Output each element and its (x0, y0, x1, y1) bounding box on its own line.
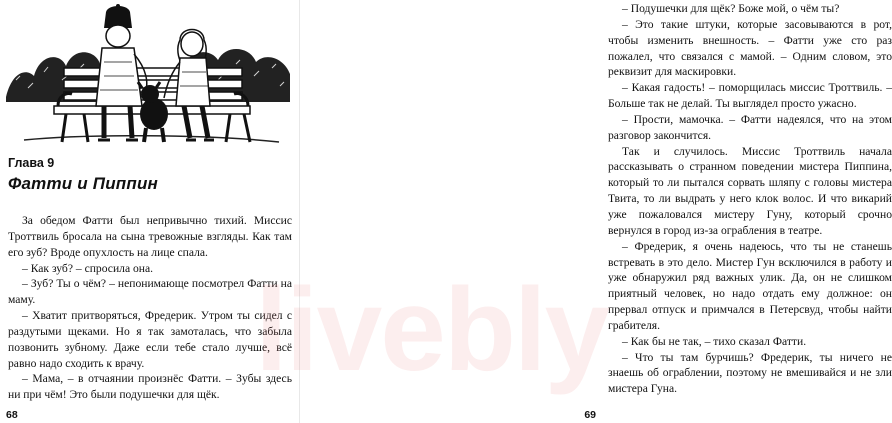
paragraph: – Зуб? Ты о чём? – непонимающе посмотрел Фатти на маму. (8, 277, 292, 307)
paragraph: – Прости, мамочка. – Фатти надеялся, что на этом разговор закончится. (608, 112, 892, 142)
paragraph: – Это такие штуки, которые засовываются в рот, чтобы изменить внешность. – Фатти уже сто раз пожалел, что связался с мамой. – Одним словом, это реквизит для маскировки. (608, 17, 892, 79)
right-page-text (608, 1, 892, 397)
left-page (0, 0, 300, 423)
paragraph: – Что ты там бурчишь? Фредерик, ты ничего не знаешь об ограблении, поэтому не вмешивайся и не зли мистера Гуна. (608, 350, 892, 396)
paragraph: За обедом Фатти был непривычно тихий. Миссис Троттвиль бросала на сына тревожные взгляды. Как там его зуб? Вроде опухлость на лице спала. (8, 214, 292, 259)
page-number-left: 68 (6, 409, 18, 421)
paragraph: – Подушечки для щёк? Боже мой, о чём ты? (622, 2, 840, 15)
paragraph: – Мама, – в отчаянии произнёс Фатти. – Зубы здесь ни при чём! Это были подушечки для щёк. (8, 372, 292, 402)
left-page-text (8, 213, 292, 403)
paragraph: – Как зуб? – спросила она. (22, 261, 154, 275)
watermark: livebly (255, 264, 609, 396)
bench-illustration (4, 2, 294, 152)
paragraph: – Какая гадость! – поморщилась миссис Троттвиль. – Больше так не делай. Ты выглядел просто ужасно. (608, 81, 892, 111)
paragraph: – Хватит притворяться, Фредерик. Утром ты сидел с раздутыми щеками. Но я так замоталась, что забыла позвонить зубному. Даже если тебе стало лучше, всё равно надо сходить к врачу. (8, 309, 292, 370)
paragraph: Так и случилось. Миссис Троттвиль начала рассказывать о странном поведении мистера Пиппина, который то ли пытался сорвать шляпу с головы мистера Твита, то ли выдрать у него клок волос. И что викарий уже пожаловался мистеру Гуну, который срочно вернулся в город из-за ограбления в театре. (608, 144, 892, 237)
chapter-number: Глава 9 (8, 156, 55, 170)
right-page (300, 0, 892, 423)
paragraph: – Как бы не так, – тихо сказал Фатти. (622, 334, 807, 348)
paragraph: – Фредерик, я очень надеюсь, что ты не станешь встревать в это дело. Мистер Гун всключился в работу и уже обнаружил ряд важных улик. Да, он не слишком приятный человек, но надо отдать ему должное: он прервал отпуск и примчался в Петерсвуд, чтобы найти грабителя. (608, 239, 892, 332)
chapter-title: Фатти и Пиппин (8, 174, 159, 193)
page-number-right: 69 (584, 409, 596, 421)
